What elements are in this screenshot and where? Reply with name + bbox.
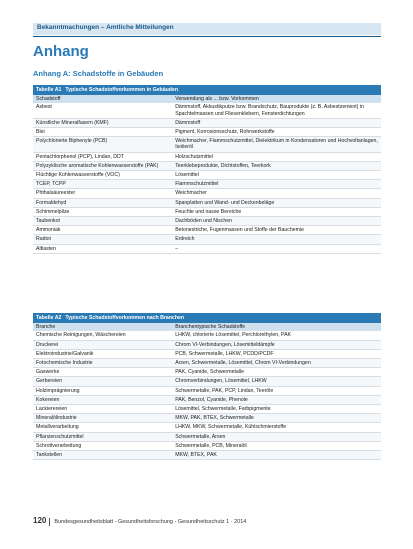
table-cell-value: Schwermetalle, PCB, Mineralöl — [172, 441, 381, 450]
table-cell-name: Holzimprägnierung — [33, 386, 172, 395]
table-cell-name: Kokereien — [33, 395, 172, 404]
table-row — [33, 395, 381, 404]
table-header-row — [33, 323, 381, 331]
table-cell-value: Schwermetalle, Arsen — [172, 432, 381, 441]
table-branchen — [33, 313, 381, 460]
table-cell-name: Taubenkot — [33, 217, 172, 226]
table-cell-value: Arsen, Schwermetalle, Lösemittel, Chrom VI-Verbindungen — [172, 359, 381, 368]
table-cell-name: Tankstellen — [33, 451, 172, 460]
table-cell-name: Pentachlorphenol (PCP), Lindan, DDT — [33, 152, 172, 161]
table-cell-value: LHKW, chlorierte Lösemittel, Perchlorethylen, PAK — [172, 331, 381, 340]
table-row — [33, 244, 381, 253]
table-cell-value: Chrom VI-Verbindungen, Lösemitteldämpfe — [172, 340, 381, 349]
table-row — [33, 368, 381, 377]
column-header: Verwendung als ... bzw. Vorkommen — [172, 95, 381, 103]
column-header: Branchentypische Schadstoffe — [172, 323, 381, 331]
page-number: 120 — [33, 516, 47, 525]
table-cell-value: Schwermetalle, PAK, PCP, Lindan, Teeröle — [172, 386, 381, 395]
table-row — [33, 152, 381, 161]
table-row — [33, 331, 381, 340]
table-caption — [33, 85, 381, 95]
column-header: Branche — [33, 323, 172, 331]
table-cell-value: Holzschutzmittel — [172, 152, 381, 161]
table-row — [33, 349, 381, 358]
page-footer — [33, 516, 381, 526]
table-row — [33, 118, 381, 127]
table-cell-value: Flammschutzmittel — [172, 180, 381, 189]
table-cell-value: Dämmstoff, Akkustikputze bzw. Brandschutz, Bauprodukte (z. B. Asbestzement) in Spachtelmassen und Fliesenklebern, Fensterdichtungen — [172, 103, 381, 118]
table-caption-text: Typische Schadstoffvorkommen in Gebäuden — [65, 87, 178, 93]
table-row — [33, 226, 381, 235]
table-row — [33, 137, 381, 152]
table-cell-name: Metallverarbeitung — [33, 423, 172, 432]
table-cell-value: Spanplatten und Wand- und Deckenbeläge — [172, 198, 381, 207]
page-title: Anhang — [33, 43, 89, 60]
table-cell-value: Teerklebeprodukte, Dichtstoffen, Teerkork — [172, 161, 381, 170]
table-cell-value: PCB, Schwermetalle, LHKW, PCDD/PCDF — [172, 349, 381, 358]
table-row — [33, 180, 381, 189]
table-cell-name: Blei — [33, 128, 172, 137]
table-cell-name: Elektroindustrie/Galvanik — [33, 349, 172, 358]
table-cell-value: MKW, PAK, BTEX, Schwermetalle — [172, 414, 381, 423]
table-cell-name: Chemische Reinigungen, Wäschereien — [33, 331, 172, 340]
table-cell-name: Fotochemische Industrie — [33, 359, 172, 368]
table-cell-value: Pigment, Korrosionsschutz, Rohrwerkstoffe — [172, 128, 381, 137]
table-cell-name: TCEP, TCPP — [33, 180, 172, 189]
table-cell-name: Schrottverarbeitung — [33, 441, 172, 450]
table-cell-name: Ammoniak — [33, 226, 172, 235]
table-cell-name: Druckerei — [33, 340, 172, 349]
table-row — [33, 217, 381, 226]
footer-journal: Bundesgesundheitsblatt - Gesundheitsforschung - Gesundheitsschutz 1 · 2014 — [54, 519, 247, 525]
table-row — [33, 207, 381, 216]
table-row — [33, 128, 381, 137]
table-cell-name: Polyzyklische aromatische Kohlenwasserstoffe (PAK) — [33, 161, 172, 170]
table-row — [33, 171, 381, 180]
table-row — [33, 198, 381, 207]
table-cell-name: Gerbereien — [33, 377, 172, 386]
section-header-text: Bekanntmachungen – Amtliche Mitteilungen — [37, 24, 174, 31]
table-row — [33, 386, 381, 395]
table-cell-value: Chromverbindungen, Lösemittel, LHKW — [172, 377, 381, 386]
table-row — [33, 432, 381, 441]
section-header — [33, 23, 381, 35]
footer-divider — [49, 518, 50, 526]
table-cell-name: Schimmelpilze — [33, 207, 172, 216]
table-cell-value: PAK, Cyanide, Schwermetalle — [172, 368, 381, 377]
table-row — [33, 359, 381, 368]
table-cell-value: Erdreich — [172, 235, 381, 244]
table-cell-name: Lackierereien — [33, 405, 172, 414]
table-cell-value: PAK, Benzol, Cyanide, Phenole — [172, 395, 381, 404]
table-cell-name: Flüchtige Kohlenwasserstoffe (VOC) — [33, 171, 172, 180]
table-row — [33, 235, 381, 244]
table-cell-name: Altlasten — [33, 244, 172, 253]
table-cell-value: LHKW, MKW, Schwermetalle, Kühlschmierstoffe — [172, 423, 381, 432]
table-caption — [33, 313, 381, 323]
table-row — [33, 103, 381, 118]
table-row — [33, 340, 381, 349]
table-cell-name: Polychlorierte Biphenyle (PCB) — [33, 137, 172, 152]
table-header-row — [33, 95, 381, 103]
table-cell-name: Mineralölindustrie — [33, 414, 172, 423]
table-row — [33, 451, 381, 460]
table-cell-value: Weichmacher, Flammschutzmittel, Dielektrikum in Kondensatoren und Hochvoltanlagen, Isolieröl — [172, 137, 381, 152]
table-cell-value: Feuchte und nasse Bereiche — [172, 207, 381, 216]
table-cell-name: Radon — [33, 235, 172, 244]
table-cell-value: MKW, BTEX, PAK — [172, 451, 381, 460]
table-row — [33, 405, 381, 414]
table-cell-value: Lösemittel — [172, 171, 381, 180]
table-cell-name: Künstliche Mineralfasern (KMF) — [33, 118, 172, 127]
table-cell-name: Formaldehyd — [33, 198, 172, 207]
page-subtitle: Anhang A: Schadstoffe in Gebäuden — [33, 69, 164, 78]
table-row — [33, 441, 381, 450]
table-row — [33, 377, 381, 386]
table-cell-value: Lösemittel, Schwermetalle, Farbpigmente — [172, 405, 381, 414]
table-cell-name: Asbest — [33, 103, 172, 118]
column-header: Schadstoff — [33, 95, 172, 103]
table-caption-text: Typische Schadstoffvorkommen nach Branchen — [65, 315, 185, 321]
table-cell-name: Phthalsäureester — [33, 189, 172, 198]
table-cell-value: Weichmacher — [172, 189, 381, 198]
table-cell-name: Gaswerke — [33, 368, 172, 377]
table-cell-name: Pflanzenschutzmittel — [33, 432, 172, 441]
header-rule — [33, 36, 381, 37]
table-cell-value: Dämmstoff — [172, 118, 381, 127]
table-row — [33, 161, 381, 170]
table-cell-value: – — [172, 244, 381, 253]
table-number: Tabelle A2 — [36, 315, 62, 321]
table-row — [33, 423, 381, 432]
table-cell-value: Dachböden und Nischen — [172, 217, 381, 226]
table-schadstoffe — [33, 85, 381, 254]
table-cell-value: Betonestriche, Fugenmassen und Stoffe der Bauchemie — [172, 226, 381, 235]
table-row — [33, 189, 381, 198]
table-number: Tabelle A1 — [36, 87, 62, 93]
table-row — [33, 414, 381, 423]
